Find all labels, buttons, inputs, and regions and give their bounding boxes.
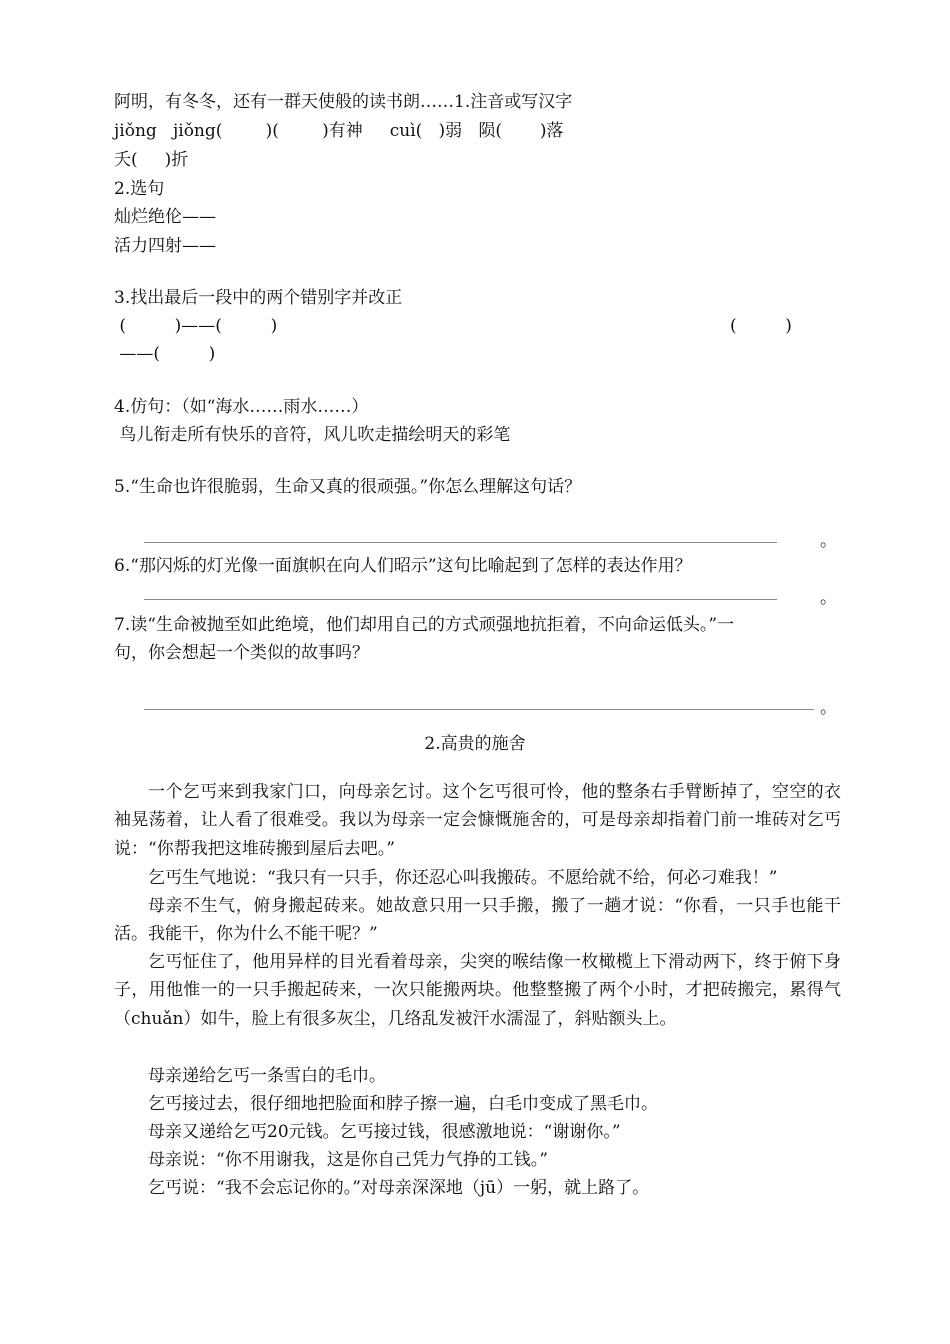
story-paragraph-6: 乞丐接过去，很仔细地把脸面和脖子擦一遍，白毛巾变成了黑毛巾。 [148, 1094, 658, 1114]
story-paragraph-7: 母亲又递给乞丐20元钱。乞丐接过钱，很感激地说：“谢谢你。” [148, 1122, 621, 1142]
story-paragraph-8: 母亲说：“你不用谢我，这是你自己凭力气挣的工钱。” [148, 1150, 548, 1170]
q2-item-b: 活力四射—— [114, 236, 216, 256]
q3-answer-row-1-right: ( ) [730, 316, 792, 336]
q3-answer-row-2: ——( ) [114, 344, 216, 364]
q7-line-1: 7.读“生命被抛至如此绝境，他们却用自己的方式顽强地抗拒着，不向命运低头。”一 [114, 615, 735, 635]
q3-answer-row-1-left: ( )——( ) [114, 316, 278, 336]
q5-title: 5.“生命也许很脆弱，生命又真的很顽强。”你怎么理解这句话？ [114, 477, 582, 497]
q2-item-a: 灿烂绝伦—— [114, 207, 216, 227]
story-paragraph-5: 母亲递给乞丐一条雪白的毛巾。 [148, 1066, 386, 1086]
story-paragraph-1: 一个乞丐来到我家门口，向母亲乞讨。这个乞丐很可怜，他的整条右手臂断掉了，空空的衣袖晃荡着，让人看了很难受。我以为母亲一定会慷慨施舍的，可是母亲却指着门前一堆砖对乞丐说：“你帮我把这堆砖搬到屋后去吧。” [114, 782, 841, 859]
q6-period: 。 [820, 588, 837, 608]
q4-example: 鸟儿衔走所有快乐的音符，风儿吹走描绘明天的彩笔 [114, 425, 511, 445]
story-paragraph-4: 乞丐怔住了，他用异样的目光看着母亲，尖突的喉结像一枚橄榄上下滑动两下，终于俯下身子，用他惟一的一只手搬起砖来，一次只能搬两块。他整整搬了两个小时，才把砖搬完，累得气（chuǎn）如牛，脸上有很多灰尘，几络乱发被汗水濡湿了，斜贴额头上。 [114, 952, 841, 1029]
q7-line-2: 句，你会想起一个类似的故事吗？ [114, 643, 369, 663]
story-title: 2.高贵的施舍 [424, 734, 526, 754]
q3-title: 3.找出最后一段中的两个错别字并改正 [114, 288, 403, 308]
q1-pinyin-row-2: 夭( )折 [114, 150, 189, 170]
q5-period: 。 [820, 531, 837, 551]
story-paragraph-3: 母亲不生气，俯身搬起砖来。她故意只用一只手搬，搬了一趟才说：“你看，一只手也能干活。我能干，你为什么不能干呢？” [114, 896, 841, 945]
q6-answer-line[interactable] [144, 599, 777, 600]
q7-answer-line[interactable] [144, 709, 814, 710]
q7-period: 。 [820, 698, 837, 718]
q1-pinyin-row: jiǒng jiǒng( )( )有神 cuì( )弱 陨( )落 [114, 121, 564, 141]
q4-title: 4.仿句：（如“海水……雨水……） [114, 397, 369, 417]
q1-intro-line: 阿明，有冬冬，还有一群天使般的读书朗……1.注音或写汉字 [114, 92, 573, 112]
story-paragraph-2: 乞丐生气地说：“我只有一只手，你还忍心叫我搬砖。不愿给就不给，何必刁难我！” [148, 868, 778, 888]
q2-title: 2.选句 [114, 179, 165, 199]
q5-answer-line[interactable] [144, 542, 777, 543]
story-paragraph-9: 乞丐说：“我不会忘记你的。”对母亲深深地（jū）一躬，就上路了。 [148, 1178, 650, 1198]
q6-title: 6.“那闪烁的灯光像一面旗帜在向人们昭示”这句比喻起到了怎样的表达作用？ [114, 556, 692, 576]
